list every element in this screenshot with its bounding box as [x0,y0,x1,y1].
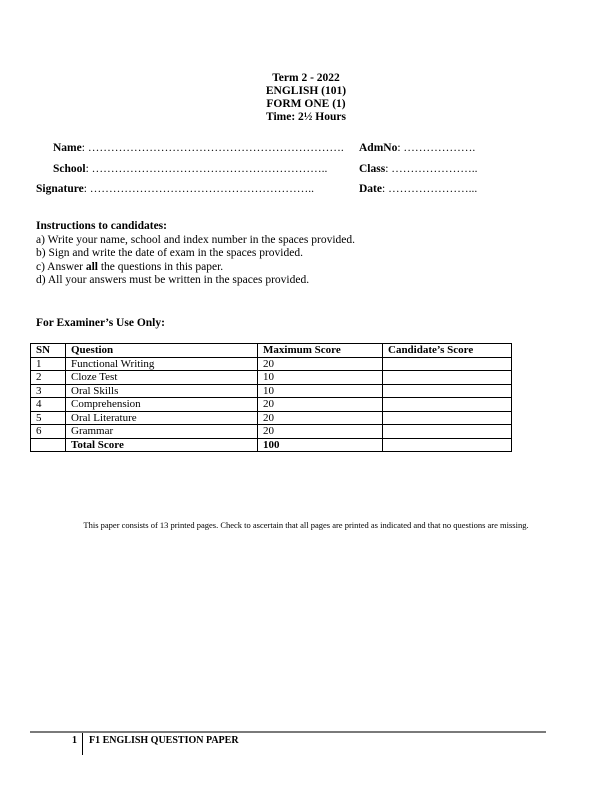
instruction-b: b) Sign and write the date of exam in the spaces provided. [36,247,303,260]
row-sn: 1 [31,357,66,371]
total-candidate-score[interactable] [383,438,512,452]
admno-dots: : ………………. [397,142,476,154]
class-field[interactable] [359,163,478,175]
exam-header [0,72,612,124]
row-sn: 6 [31,425,66,439]
row-sn: 2 [31,371,66,385]
header-sn: SN [31,344,66,358]
row-candidate-score[interactable] [383,371,512,385]
table-row [31,425,512,439]
instruction-d: d) All your answers must be written in the spaces provided. [36,274,310,287]
exam-time: Time: 2½ Hours [266,111,346,123]
row-max-score: 10 [258,371,383,385]
row-candidate-score[interactable] [383,425,512,439]
instruction-c-emphasis: all [85,260,98,273]
score-table-header [31,344,512,358]
date-dots: : …………………... [382,183,478,195]
row-question: Functional Writing [66,357,258,371]
row-max-score: 10 [258,384,383,398]
school-dots: : …………………………………………………….. [85,163,328,175]
date-field[interactable] [359,183,477,195]
row-question: Cloze Test [66,371,258,385]
admno-label: AdmNo [359,142,398,154]
row-candidate-score[interactable] [383,384,512,398]
header-max-score: Maximum Score [258,344,383,358]
row-max-score: 20 [258,398,383,412]
footer-divider [82,733,83,755]
instruction-c-end: the questions in this paper. [97,260,224,273]
signature-dots: : ………………………………………………….. [83,183,315,195]
row-max-score: 20 [258,425,383,439]
row-max-score: 20 [258,411,383,425]
row-sn: 4 [31,398,66,412]
row-candidate-score[interactable] [383,398,512,412]
class-label: Class [359,163,386,175]
header-candidate-score: Candidate’s Score [383,344,512,358]
signature-label: Signature [36,183,84,195]
signature-field[interactable] [36,183,314,195]
row-max-score: 20 [258,357,383,371]
row-candidate-score[interactable] [383,411,512,425]
footer-title: F1 ENGLISH QUESTION PAPER [89,735,239,746]
instruction-c-start: c) Answer [36,260,86,273]
total-row [31,438,512,452]
row-candidate-score[interactable] [383,357,512,371]
exam-form: FORM ONE (1) [266,98,346,110]
page-number: 1 [72,735,77,746]
school-label: School [53,163,86,175]
row-question: Grammar [66,425,258,439]
admno-field[interactable] [359,142,475,154]
row-sn: 3 [31,384,66,398]
school-field[interactable] [53,163,327,175]
name-label: Name [53,142,82,154]
row-sn: 5 [31,411,66,425]
total-sn [31,438,66,452]
row-question: Oral Skills [66,384,258,398]
name-field[interactable] [53,142,344,154]
row-question: Oral Literature [66,411,258,425]
table-row [31,398,512,412]
instruction-c [36,261,355,275]
examiner-title: For Examiner’s Use Only: [36,317,165,329]
table-row [31,357,512,371]
name-dots: : …………………………………………………………. [81,142,344,154]
pages-note: This paper consists of 13 printed pages. Check to ascertain that all pages are printed as indicated and that no questions are missing. [83,520,529,530]
total-max-score: 100 [258,438,383,452]
total-label: Total Score [66,438,258,452]
table-row [31,384,512,398]
table-row [31,411,512,425]
score-table [30,343,512,452]
footer-rule [30,731,546,733]
header-question: Question [66,344,258,358]
instructions [36,220,355,288]
exam-term: Term 2 - 2022 [272,72,340,84]
instruction-a: a) Write your name, school and index number in the spaces provided. [36,233,355,246]
exam-subject: ENGLISH (101) [265,85,347,97]
row-question: Comprehension [66,398,258,412]
date-label: Date [359,183,382,195]
instructions-title: Instructions to candidates: [36,220,167,232]
table-row [31,371,512,385]
class-dots: : ………………….. [385,163,478,175]
